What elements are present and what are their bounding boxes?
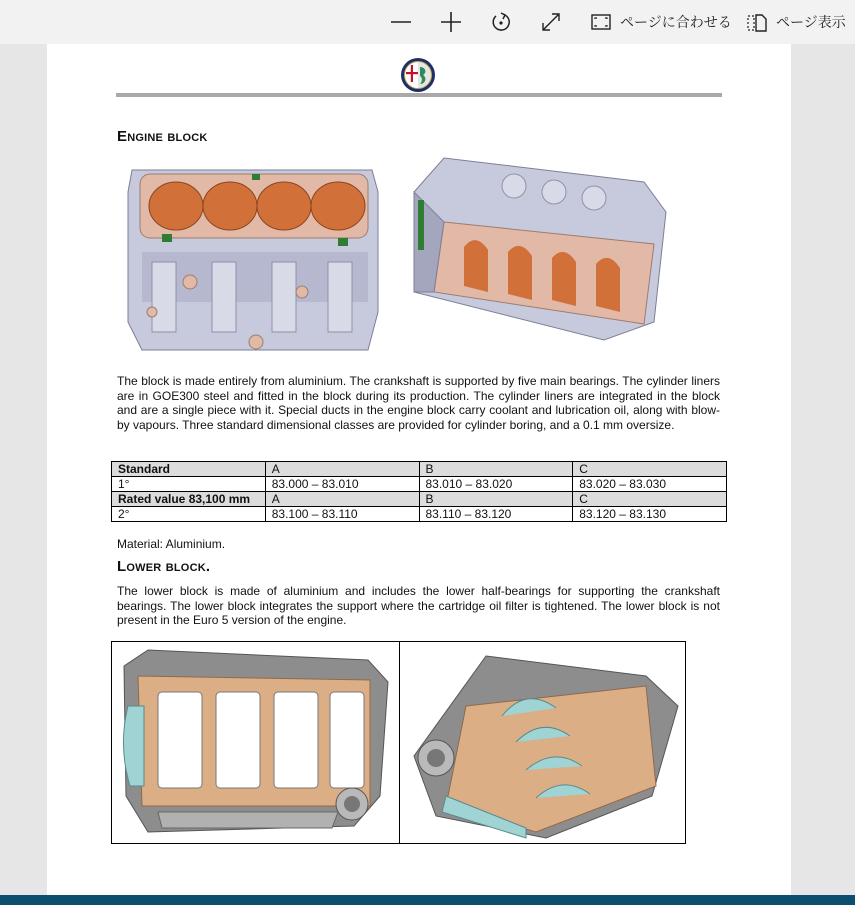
expand-icon	[540, 11, 562, 33]
section-title-lower-block: Lower block.	[117, 558, 211, 575]
table-row	[112, 462, 727, 477]
engine-block-description: The block is made entirely from aluminium. The crankshaft is supported by five main bearings. The cylinder liners are in GOE300 steel and fitted in the block during its production. The cylinder liners are integrated in the block and are a single piece with it. Special ducts in the engine block carry coolant and lubrication oil, along with blow-by vapours. Three standard dimensional classes are provided for cylinder boring, and a 0.1 mm oversize.	[117, 374, 720, 432]
fit-to-page-button[interactable]	[590, 6, 732, 38]
engine-block-bottom-image	[404, 152, 669, 342]
table-cell: C	[573, 462, 727, 477]
table-cell: 83.000 – 83.010	[265, 477, 419, 492]
fit-page-icon	[590, 11, 612, 33]
plus-icon	[440, 11, 462, 33]
bore-classes-table	[111, 461, 727, 522]
table-cell: A	[265, 462, 419, 477]
document-page	[47, 44, 791, 895]
table-row	[112, 492, 727, 507]
table-cell: 83.120 – 83.130	[573, 507, 727, 522]
zoom-in-button[interactable]	[440, 6, 462, 38]
page-view-label: ページ表示	[776, 15, 846, 31]
section-title-engine-block: Engine block	[117, 128, 208, 145]
table-cell: 83.110 – 83.120	[419, 507, 573, 522]
frame-divider	[399, 642, 400, 843]
table-cell: B	[419, 492, 573, 507]
table-cell: Rated value 83,100 mm	[112, 492, 266, 507]
table-cell: 83.100 – 83.110	[265, 507, 419, 522]
rotate-button[interactable]	[490, 6, 512, 38]
fullscreen-button[interactable]	[540, 6, 562, 38]
page-view-icon	[746, 11, 768, 33]
material-note: Material: Aluminium.	[117, 537, 226, 551]
page-view-button[interactable]	[746, 6, 846, 38]
viewer-toolbar	[0, 0, 855, 44]
fit-to-page-label: ページに合わせる	[620, 15, 732, 31]
lower-block-description: The lower block is made of aluminium and includes the lower half-bearings for supporting the crankshaft bearings. The lower block integrates the support where the cartridge oil filter is tightened. The lower block is not present in the Euro 5 version of the engine.	[117, 584, 720, 627]
table-cell: 83.020 – 83.030	[573, 477, 727, 492]
table-row	[112, 477, 727, 492]
minus-icon	[390, 11, 412, 33]
header-rule	[116, 93, 722, 97]
table-cell: 1°	[112, 477, 266, 492]
table-cell: 2°	[112, 507, 266, 522]
alfa-romeo-logo	[400, 57, 436, 93]
table-cell: Standard	[112, 462, 266, 477]
rotate-icon	[490, 11, 512, 33]
table-cell: C	[573, 492, 727, 507]
lower-block-images-frame	[111, 641, 686, 844]
zoom-out-button[interactable]	[390, 6, 412, 38]
engine-block-top-image	[122, 162, 382, 356]
table-cell: A	[265, 492, 419, 507]
table-cell: B	[419, 462, 573, 477]
table-row	[112, 507, 727, 522]
table-cell: 83.010 – 83.020	[419, 477, 573, 492]
bottom-bar	[0, 895, 855, 905]
lower-block-image-right	[406, 646, 682, 840]
lower-block-image-left	[118, 646, 394, 840]
